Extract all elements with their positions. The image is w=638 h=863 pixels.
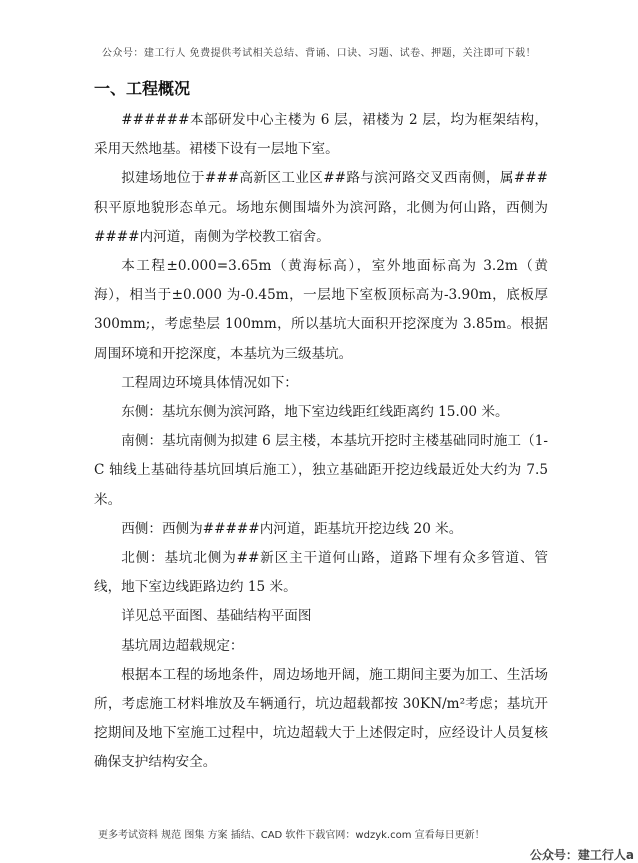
section-title: 一、工程概况: [94, 79, 191, 98]
paragraph: ######本部研发中心主楼为 6 层，裙楼为 2 层，均为框架结构，采用天然地基。裙楼下设有一层地下室。: [94, 112, 548, 158]
paragraph: 东侧：基坑东侧为滨河路，地下室边线距红线距离约 15.00 米。: [121, 404, 509, 421]
body-text: [94, 106, 548, 778]
paragraph: 根据本工程的场地条件，周边场地开阔，施工期间主要为加工、生活场所，考虑施工材料堆放及车辆通行，坑边超载都按 30KN/m²考虑；基坑开挖期间及地下室施工过程中，坑边超载大于上述假定时，应经设计人员复核确保支护结构安全。: [94, 666, 548, 771]
paragraph: 详见总平面图、基础结构平面图: [121, 608, 312, 625]
paragraph: 工程周边环境具体情况如下：: [121, 374, 298, 391]
paragraph: 基坑周边超载规定：: [121, 637, 244, 654]
paragraph: 北侧：基坑北侧为##新区主干道何山路，道路下埋有众多管道、管线，地下室边线距路边约 15 米。: [94, 550, 548, 596]
footer-note: 更多考试资料 规范 图集 方案 插结、CAD 软件下载官网：wdzyk.com 宣看每日更新！: [98, 830, 485, 841]
paragraph: 拟建场地位于###高新区工业区##路与滨河路交叉西南侧，属###积平原地貌形态单元。场地东侧围墙外为滨河路，北侧为何山路，西侧为####内河道，南侧为学校教工宿舍。: [94, 170, 548, 245]
watermark: 公众号：建工行人a: [529, 848, 634, 862]
paragraph: 本工程±0.000=3.65m（黄海标高），室外地面标高为 3.2m（黄海），相当于±0.000 为-0.45m，一层地下室板顶标高为-3.90m，底板厚 300mm;，考虑垫层 100mm，所以基坑大面积开挖深度为 3.85m。根据周围环境和开挖深度，本基坑为三级基坑。: [94, 258, 548, 362]
header-note: 公众号：建工行人 免费提供考试相关总结、背诵、口诀、习题、试卷、押题，关注即可下载！: [101, 48, 537, 59]
paragraph: 南侧：基坑南侧为拟建 6 层主楼，本基坑开挖时主楼基础同时施工（1-C 轴线上基础待基坑回填后施工），独立基础距开挖边线最近处大约为 7.5 米。: [94, 433, 548, 508]
paragraph: 西侧：西侧为#####内河道，距基坑开挖边线 20 米。: [121, 520, 463, 537]
